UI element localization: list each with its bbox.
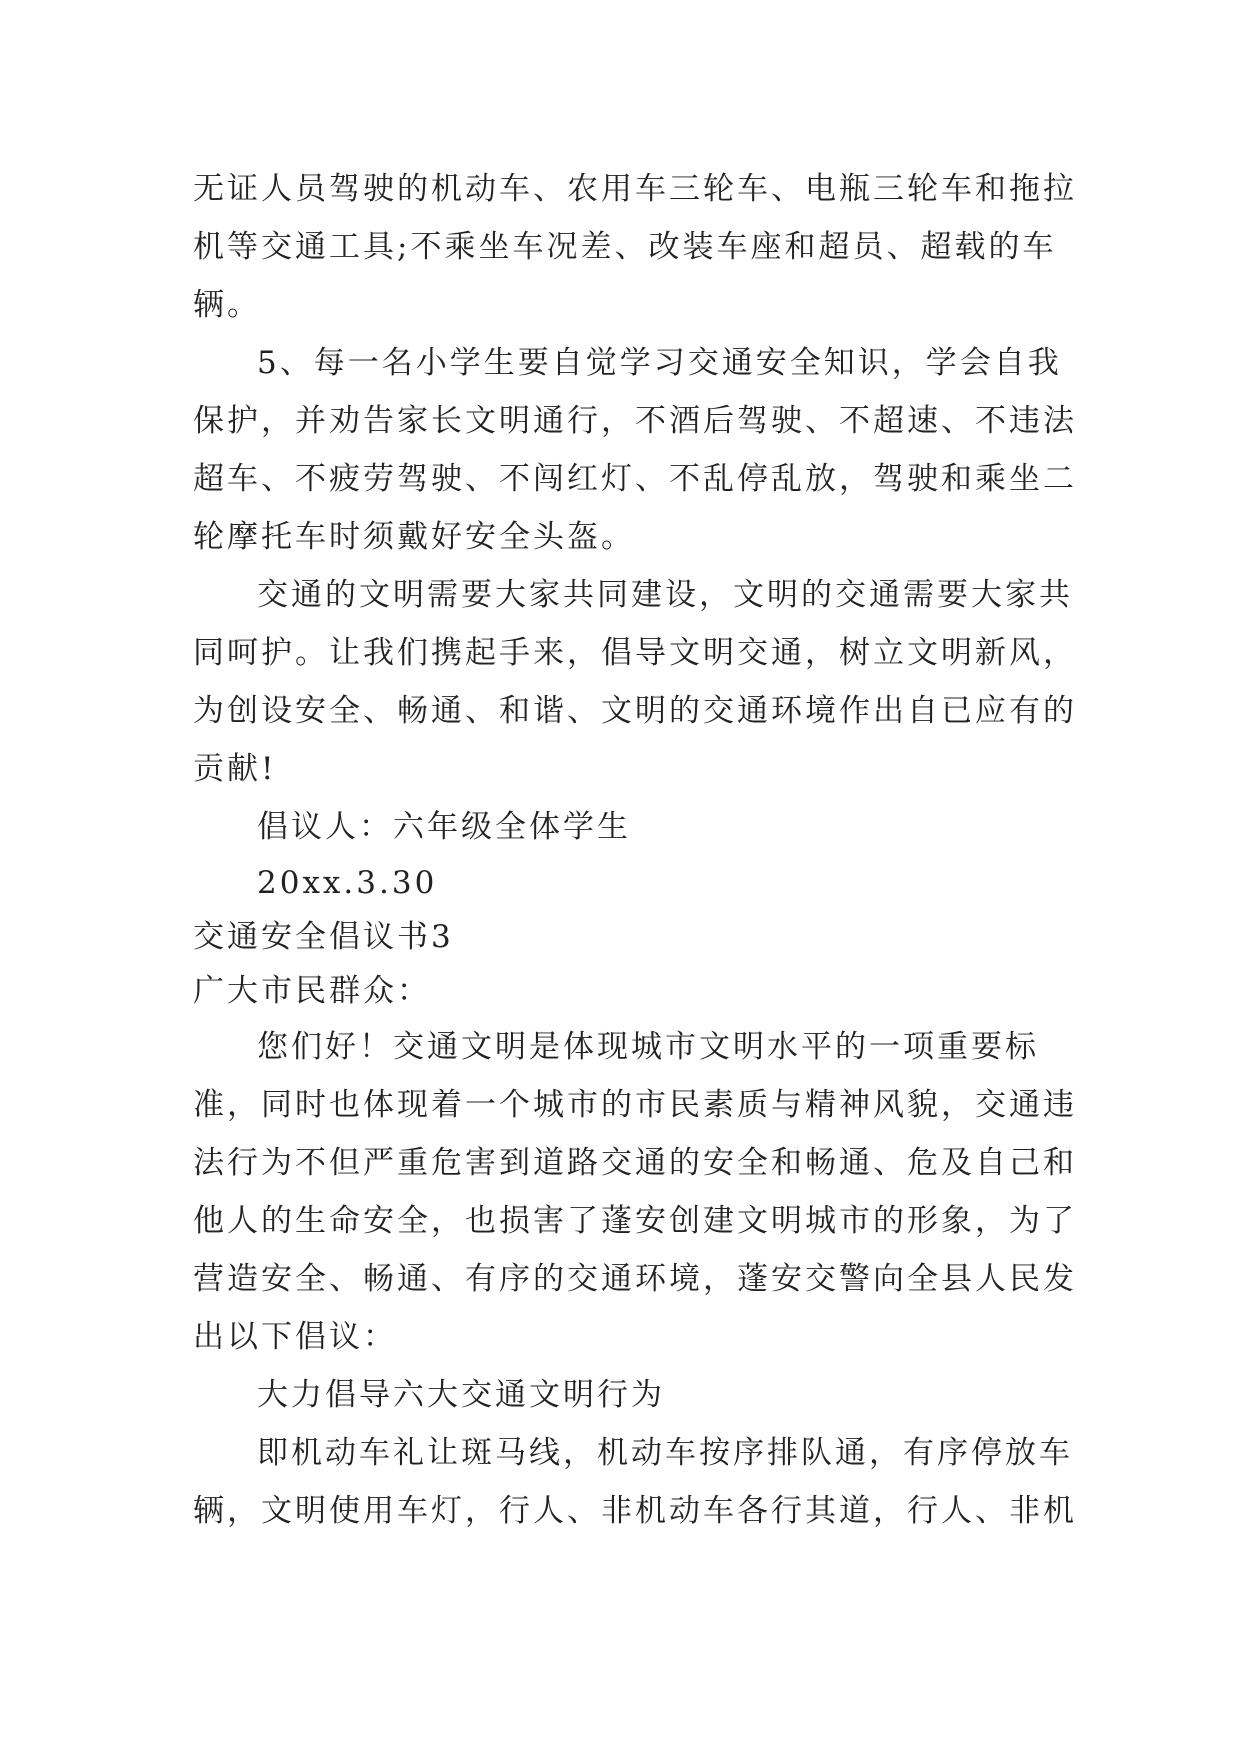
text-line: 无证人员驾驶的机动车、农用车三轮车、电瓶三轮车和拖拉 (193, 171, 1077, 207)
section-title: 交通安全倡议书3 (193, 919, 454, 955)
text-line: 同呵护。让我们携起手来，倡导文明交通，树立文明新风， (193, 635, 1077, 671)
document-body (193, 160, 1077, 1540)
text-line: 交通的文明需要大家共同建设，文明的交通需要大家共 (257, 577, 1073, 613)
text-line: 为创设安全、畅通、和谐、文明的交通环境作出自已应有的 (193, 693, 1077, 729)
text-line: 机等交通工具;不乘坐车况差、改装车座和超员、超载的车 (193, 229, 1057, 265)
text-line: 准，同时也体现着一个城市的市民素质与精神风貌，交通违 (193, 1087, 1077, 1123)
text-line: 轮摩托车时须戴好安全头盔。 (193, 519, 635, 555)
signature-line: 倡议人：六年级全体学生 (257, 809, 631, 845)
text-line: 他人的生命安全，也损害了蓬安创建文明城市的形象，为了 (193, 1203, 1077, 1239)
text-line: 您们好！交通文明是体现城市文明水平的一项重要标 (257, 1029, 1039, 1065)
text-line: 辆。 (193, 287, 261, 323)
text-line: 即机动车礼让斑马线，机动车按序排队通，有序停放车 (257, 1435, 1073, 1471)
text-line: 法行为不但严重危害到道路交通的安全和畅通、危及自己和 (193, 1145, 1077, 1181)
salutation: 广大市民群众： (193, 973, 431, 1009)
text-line: 保护，并劝告家长文明通行，不酒后驾驶、不超速、不违法 (193, 403, 1077, 439)
text-line: 辆，文明使用车灯，行人、非机动车各行其道，行人、非机 (193, 1493, 1077, 1529)
text-line: 营造安全、畅通、有序的交通环境，蓬安交警向全县人民发 (193, 1261, 1077, 1297)
text-line: 超车、不疲劳驾驶、不闯红灯、不乱停乱放，驾驶和乘坐二 (193, 461, 1077, 497)
text-line: 5、每一名小学生要自觉学习交通安全知识，学会自我 (257, 345, 1062, 381)
subheading: 大力倡导六大交通文明行为 (257, 1377, 665, 1413)
text-line: 贡献! (193, 751, 277, 787)
date-line: 20xx.3.30 (257, 865, 438, 901)
text-line: 出以下倡议： (193, 1319, 397, 1355)
